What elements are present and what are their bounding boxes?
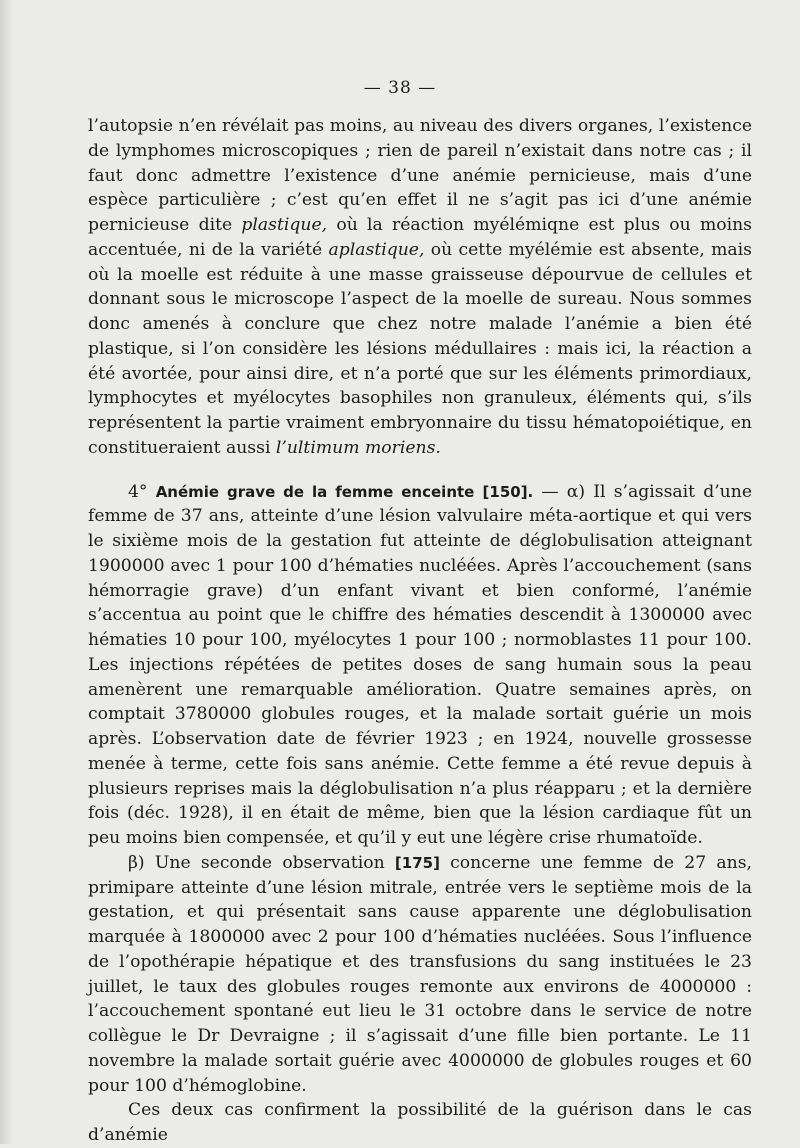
para1-text-2: où la réaction myélémiqne est plus ou moins accentuée, ni de la variété <box>88 215 752 260</box>
paragraph-autopsie <box>88 114 752 461</box>
beta-lead: β) Une seconde observation <box>128 852 395 873</box>
para1-text-3: où cette myélémie est absente, mais où la moelle est réduite à une masse graisseuse dépourvue de cellules et donnant sous le microscope l’aspect de la moelle de sureau. Nous sommes donc amenés à conclure que chez notre malade l’anémie a bien été plastique, si l’on considère les lésions médullaires : mais ici, la réaction a été avortée, pour ainsi dire, et n’a porté que sur les éléments primordiaux, lymphocytes et myélocytes basophiles non granuleux, éléments qui, s’ils représentent la partie vraiment embryonnaire du tissu hématopoiétique, en constitueraient aussi <box>88 239 752 458</box>
para1-text-1: l’autopsie n’en révélait pas moins, au niveau des divers organes, l’existence de lymphomes microscopiques ; rien de pareil n’existait dans notre cas ; il faut donc admettre l’existence d’une anémie pernicieuse, mais d’une espèce particulière ; c’est qu’en effet il ne s’agit pas ici d’une anémie pernicieuse dite <box>88 116 752 235</box>
beta-text: concerne une femme de 27 ans, primipare atteinte d’une lésion mitrale, entrée vers le septième mois de la gestation, et qui présentait sans cause apparente une déglobulisation marquée à 1800000 avec 2 pour 100 d’hématies nucléées. Sous l’influence de l’opothérapie hépatique et des transfusions du sang instituées le 23 juillet, le taux des globules rouges remonte aux environs de 4000000 : l’accouchement spontané eut lieu le 31 octobre dans le service de notre collègue le Dr Devraigne ; il s’agissait d’une fille bien portante. Le 11 novembre la malade sortait guérie avec 4000000 de globules rouges et 60 pour 100 d’hémoglobine. <box>88 852 752 1096</box>
body-text <box>88 114 752 1148</box>
paragraph-section-4 <box>88 480 752 851</box>
page-number: — 38 — <box>363 78 437 98</box>
paragraph-closing: Ces deux cas confirment la possibilité de la guérison dans le cas d’anémie <box>88 1100 752 1145</box>
section-4-text: — α) Il s’agissait d’une femme de 37 ans, atteinte d’une lésion valvulaire méta-aortique et qui vers le sixième mois de la gestation fut atteinte de déglobulisation atteignant 1900000 avec 1 pour 100 d’hématies nucléées. Après l’accouchement (sans hémorragie grave) d’un enfant vivant et bien conformé, l’anémie s’accentua au point que le chiffre des hématies descendit à 1300000 avec hématies 10 pour 100, myélocytes 1 pour 100 ; normoblastes 11 pour 100. Les injections répétées de petites doses de sang humain sous la peau amenèrent une remarquable amélioration. Quatre semaines après, on comptait 3780000 globules rouges, et la malade sortait guérie un mois après. L’observation date de février 1923 ; en 1924, nouvelle grossesse menée à terme, cette fois sans anémie. Cette femme a été revue depuis à plusieurs reprises mais la déglobulisation n’a plus réapparu ; et la dernière fois (déc. 1928), il en était de même, bien que la lésion cardiaque fût un peu moins bien compensée, et qu’il y eut une légère crise rhumatoïde. <box>88 481 752 848</box>
section-reference: [150]. <box>482 482 534 501</box>
section-number: 4° <box>128 481 148 502</box>
beta-reference: [175] <box>394 853 440 872</box>
para1-italic-ultimum: l’ultimum moriens. <box>275 437 441 458</box>
page-shadow <box>0 0 14 1144</box>
section-title: Anémie grave de la femme enceinte <box>155 482 475 501</box>
paragraph-beta <box>88 851 752 1099</box>
para1-italic-aplastique: aplastique, <box>328 239 425 260</box>
para1-italic-plastique: plastique, <box>241 215 328 235</box>
